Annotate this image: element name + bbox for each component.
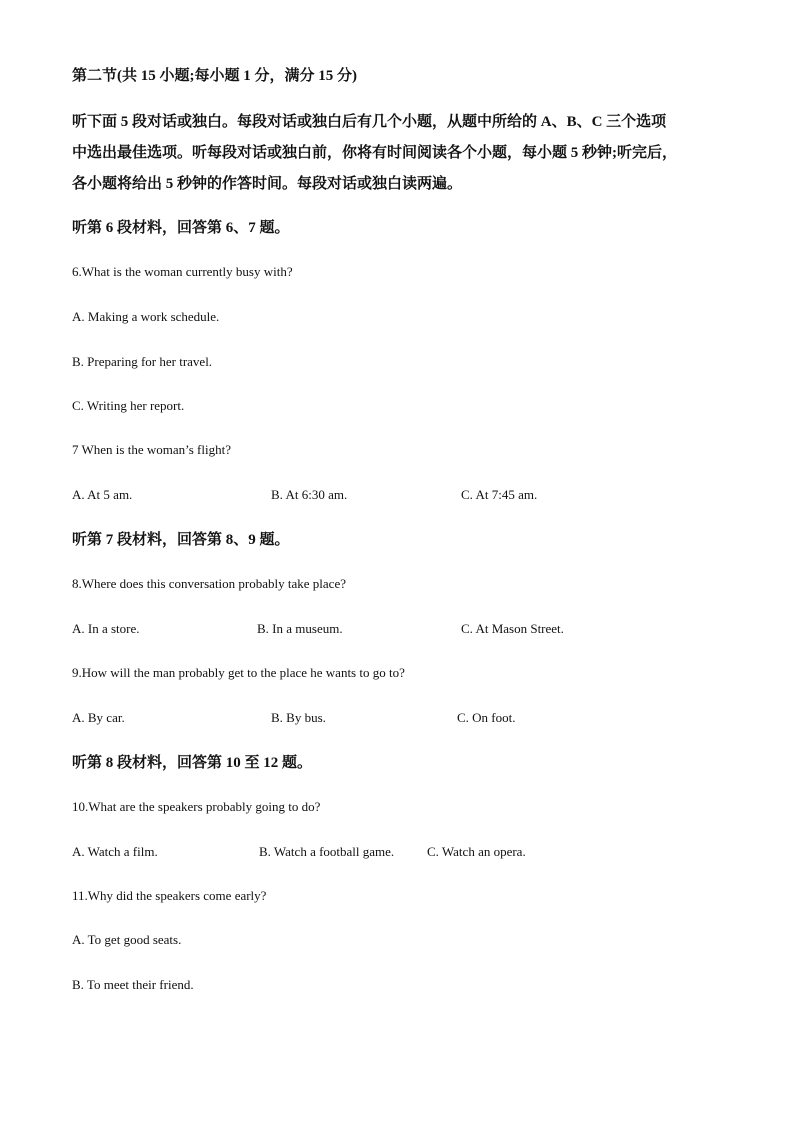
instruction-line-1: 听下面 5 段对话或独白。每段对话或独白后有几个小题，从题中所给的 A、B、C 三个选项 xyxy=(72,114,667,130)
option-9-a: A. By car. xyxy=(72,710,125,725)
option-8-a: A. In a store. xyxy=(72,621,140,636)
option-8-c: C. At Mason Street. xyxy=(461,621,564,636)
instruction-line-2: 中选出最佳选项。听每段对话或独白前，你将有时间阅读各个小题，每小题 5 秒钟;听完后， xyxy=(72,145,677,161)
option-10-c: C. Watch an opera. xyxy=(427,844,526,859)
question-9: 9.How will the man probably get to the place he wants to go to? xyxy=(72,665,405,680)
instruction-line-3: 各小题将给出 5 秒钟的作答时间。每段对话或独白读两遍。 xyxy=(72,176,463,192)
option-8-b: B. In a museum. xyxy=(257,621,343,636)
option-7-a: A. At 5 am. xyxy=(72,487,133,502)
option-10-b: B. Watch a football game. xyxy=(259,844,395,859)
question-11: 11.Why did the speakers come early? xyxy=(72,888,267,903)
group-title-8: 听第 8 段材料，回答第 10 至 12 题。 xyxy=(72,755,313,771)
option-6-a: A. Making a work schedule. xyxy=(72,309,220,324)
option-7-b: B. At 6:30 am. xyxy=(271,487,348,502)
option-11-a: A. To get good seats. xyxy=(72,932,182,947)
option-9-b: B. By bus. xyxy=(271,710,326,725)
question-8: 8.Where does this conversation probably take place? xyxy=(72,576,346,591)
group-title-7: 听第 7 段材料，回答第 8、9 题。 xyxy=(72,532,290,548)
option-6-b: B. Preparing for her travel. xyxy=(72,354,213,369)
question-10: 10.What are the speakers probably going to do? xyxy=(72,799,321,814)
option-7-c: C. At 7:45 am. xyxy=(461,487,538,502)
option-6-c: C. Writing her report. xyxy=(72,398,185,413)
group-title-6: 听第 6 段材料，回答第 6、7 题。 xyxy=(72,220,290,236)
option-11-b: B. To meet their friend. xyxy=(72,977,194,992)
section-heading: 第二节(共 15 小题;每小题 1 分，满分 15 分) xyxy=(72,68,357,84)
question-6: 6.What is the woman currently busy with? xyxy=(72,264,293,279)
option-10-a: A. Watch a film. xyxy=(72,844,158,859)
question-7: 7 When is the woman’s flight? xyxy=(72,442,231,457)
option-9-c: C. On foot. xyxy=(457,710,516,725)
